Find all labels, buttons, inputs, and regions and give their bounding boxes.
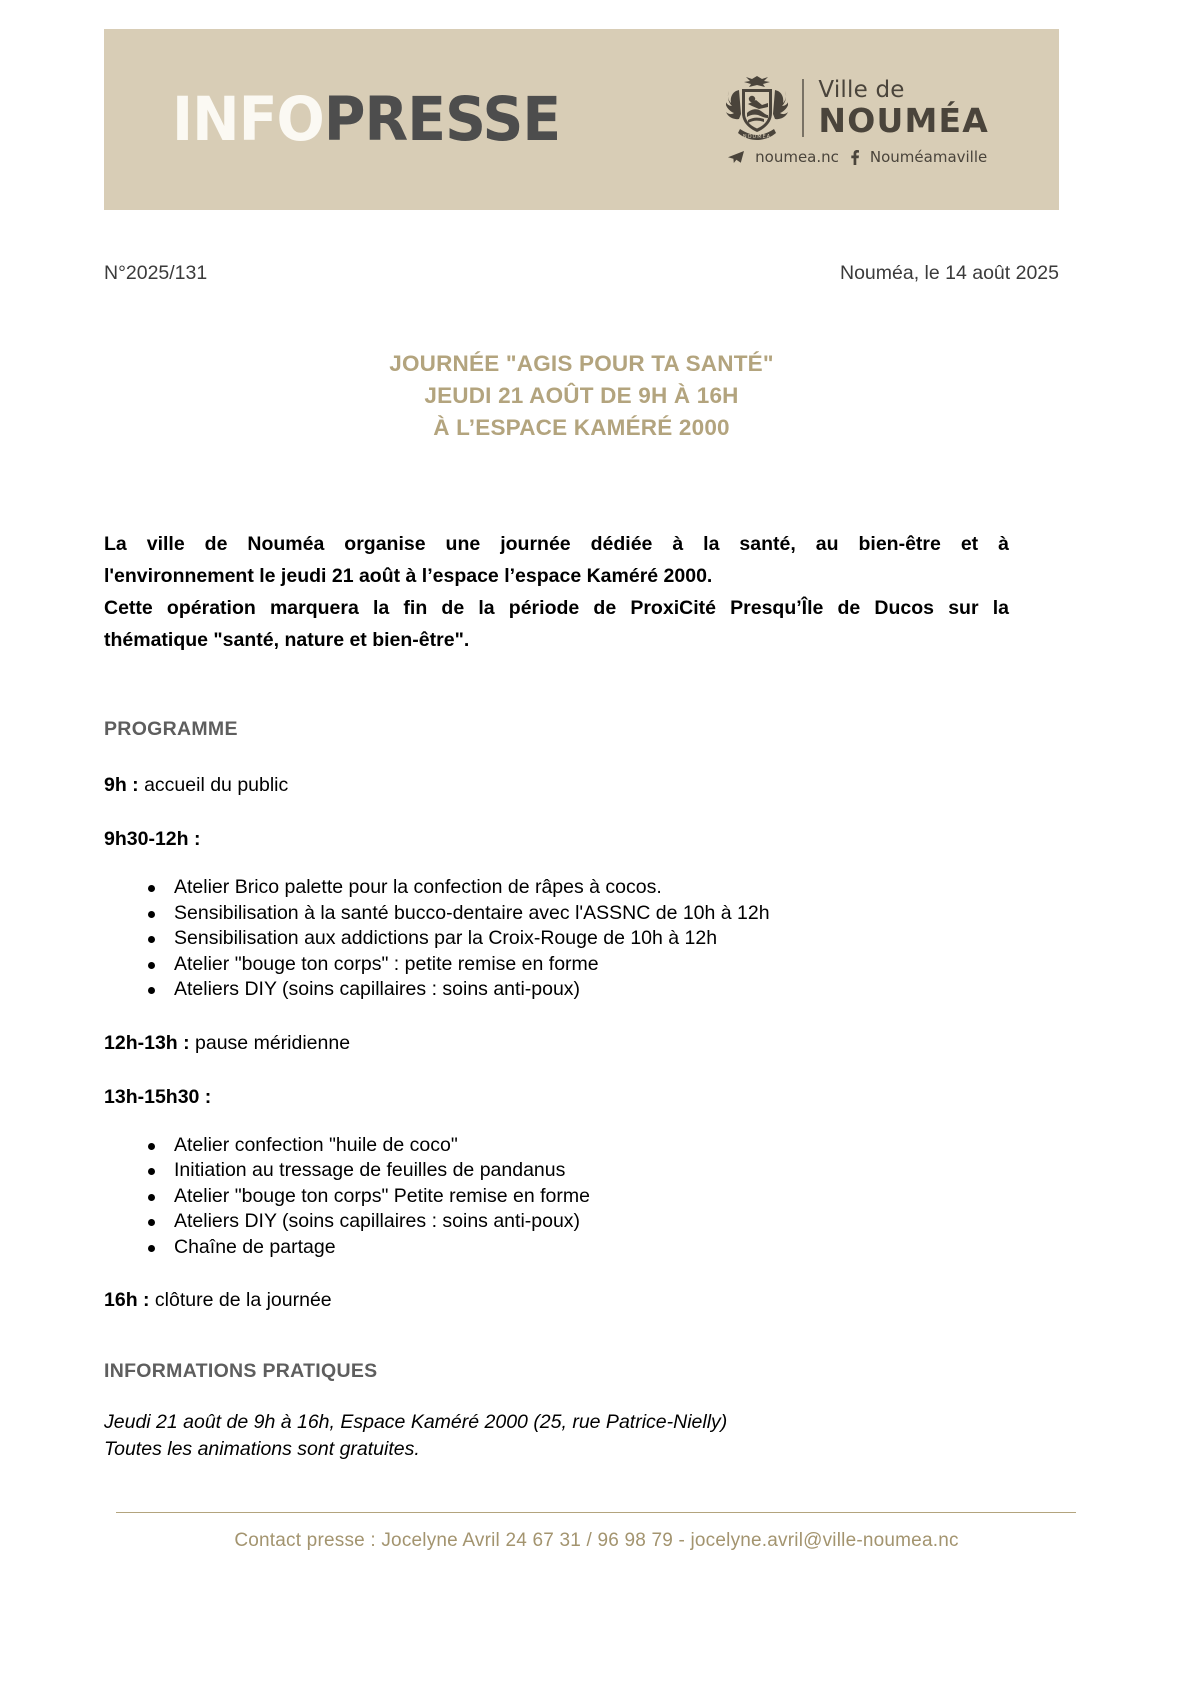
brand-text — [818, 77, 989, 140]
paper-plane-icon — [728, 151, 745, 164]
social-facebook-label: Nouméamaville — [869, 148, 988, 166]
programme-slot-9h — [104, 771, 1009, 799]
slot-13h-time: 13h-15h30 : — [104, 1085, 212, 1108]
place-and-date: Nouméa, le 14 août 2025 — [840, 262, 1059, 284]
crest-motto: NOUMEA — [743, 134, 772, 140]
infos-pratiques-heading: INFORMATIONS PRATIQUES — [104, 1360, 378, 1382]
slot-9h30-time: 9h30-12h : — [104, 828, 201, 850]
slot-9h-time: 9h : — [104, 774, 139, 796]
document-title — [104, 348, 1059, 444]
wordmark-info: INFO — [172, 84, 324, 155]
brand-ville-de: Ville de — [818, 77, 905, 103]
programme-slot-9h30 — [104, 825, 1009, 853]
list-item: Initiation au tressage de feuilles de pandanus — [174, 1158, 1009, 1184]
infopresse-wordmark — [172, 84, 561, 155]
slot-12h-text: pause méridienne — [189, 1031, 351, 1054]
footer-contact: Contact presse : Jocelyne Avril 24 67 31 / 96 98 79 - jocelyne.avril@ville-noumea.nc — [234, 1530, 959, 1551]
slot-16h-text: clôture de la journée — [149, 1289, 332, 1311]
programme-heading: PROGRAMME — [104, 718, 238, 740]
title-line-1: JOURNÉE "AGIS POUR TA SANTÉ" — [389, 351, 774, 376]
programme-afternoon-list — [104, 1133, 1009, 1261]
social-website-label: noumea.nc — [755, 148, 839, 166]
list-item: Sensibilisation aux addictions par la Croix-Rouge de 10h à 12h — [174, 926, 1009, 952]
slot-16h-time: 16h : — [104, 1289, 150, 1311]
list-item: Atelier "bouge ton corps" : petite remise en forme — [174, 952, 1009, 978]
infos-pratiques-line-1: Jeudi 21 août de 9h à 16h, Espace Kaméré 2000 (25, rue Patrice-Nielly) — [104, 1411, 728, 1433]
brand-row — [726, 73, 989, 143]
title-line-3: À L’ESPACE KAMÉRÉ 2000 — [433, 415, 730, 440]
list-item: Ateliers DIY (soins capillaires : soins anti-poux) — [174, 977, 1009, 1003]
facebook-icon — [849, 150, 860, 165]
programme-slot-16h — [104, 1286, 1009, 1314]
lead-line-2: l'environnement le jeudi 21 août à l’espace l’espace Kaméré 2000. — [104, 565, 713, 587]
lead-paragraph — [104, 528, 1009, 656]
ville-de-noumea-logo — [726, 73, 989, 166]
list-item: Atelier Brico palette pour la confection de râpes à cocos. — [174, 875, 1009, 901]
footer-divider — [116, 1512, 1076, 1513]
programme-slot-12h — [104, 1029, 1009, 1057]
slot-9h-text: accueil du public — [138, 774, 289, 796]
infos-pratiques-line-2: Toutes les animations sont gratuites. — [104, 1438, 420, 1460]
meta-row — [104, 262, 1059, 285]
slot-12h-time: 12h-13h : — [104, 1031, 190, 1054]
list-item: Atelier confection "huile de coco" — [174, 1133, 1009, 1159]
noumea-coat-of-arms-icon — [726, 73, 788, 143]
reference-number: N°2025/131 — [104, 262, 208, 284]
list-item: Sensibilisation à la santé bucco-dentaire avec l'ASSNC de 10h à 12h — [174, 901, 1009, 927]
header-banner — [104, 29, 1059, 210]
list-item: Ateliers DIY (soins capillaires : soins anti-poux) — [174, 1209, 1009, 1235]
programme-morning-list — [104, 875, 1009, 1003]
brand-noumea: NOUMÉA — [818, 101, 989, 140]
list-item: Chaîne de partage — [174, 1235, 1009, 1261]
lead-line-4: thématique "santé, nature et bien-être". — [104, 629, 470, 651]
list-item: Atelier "bouge ton corps" Petite remise en forme — [174, 1184, 1009, 1210]
lead-line-1: La ville de Nouméa organise une journée dédiée à la santé, au bien-être et à — [104, 533, 1009, 555]
title-line-2: JEUDI 21 AOÛT DE 9H À 16H — [424, 383, 739, 408]
programme-slot-13h — [104, 1083, 1009, 1111]
brand-divider — [802, 79, 804, 137]
wordmark-presse: PRESSE — [323, 84, 561, 155]
document-body — [104, 528, 1009, 1463]
lead-line-3: Cette opération marquera la fin de la période de ProxiCité Presqu’Île de Ducos sur la — [104, 597, 1009, 619]
brand-social-row — [728, 148, 987, 166]
